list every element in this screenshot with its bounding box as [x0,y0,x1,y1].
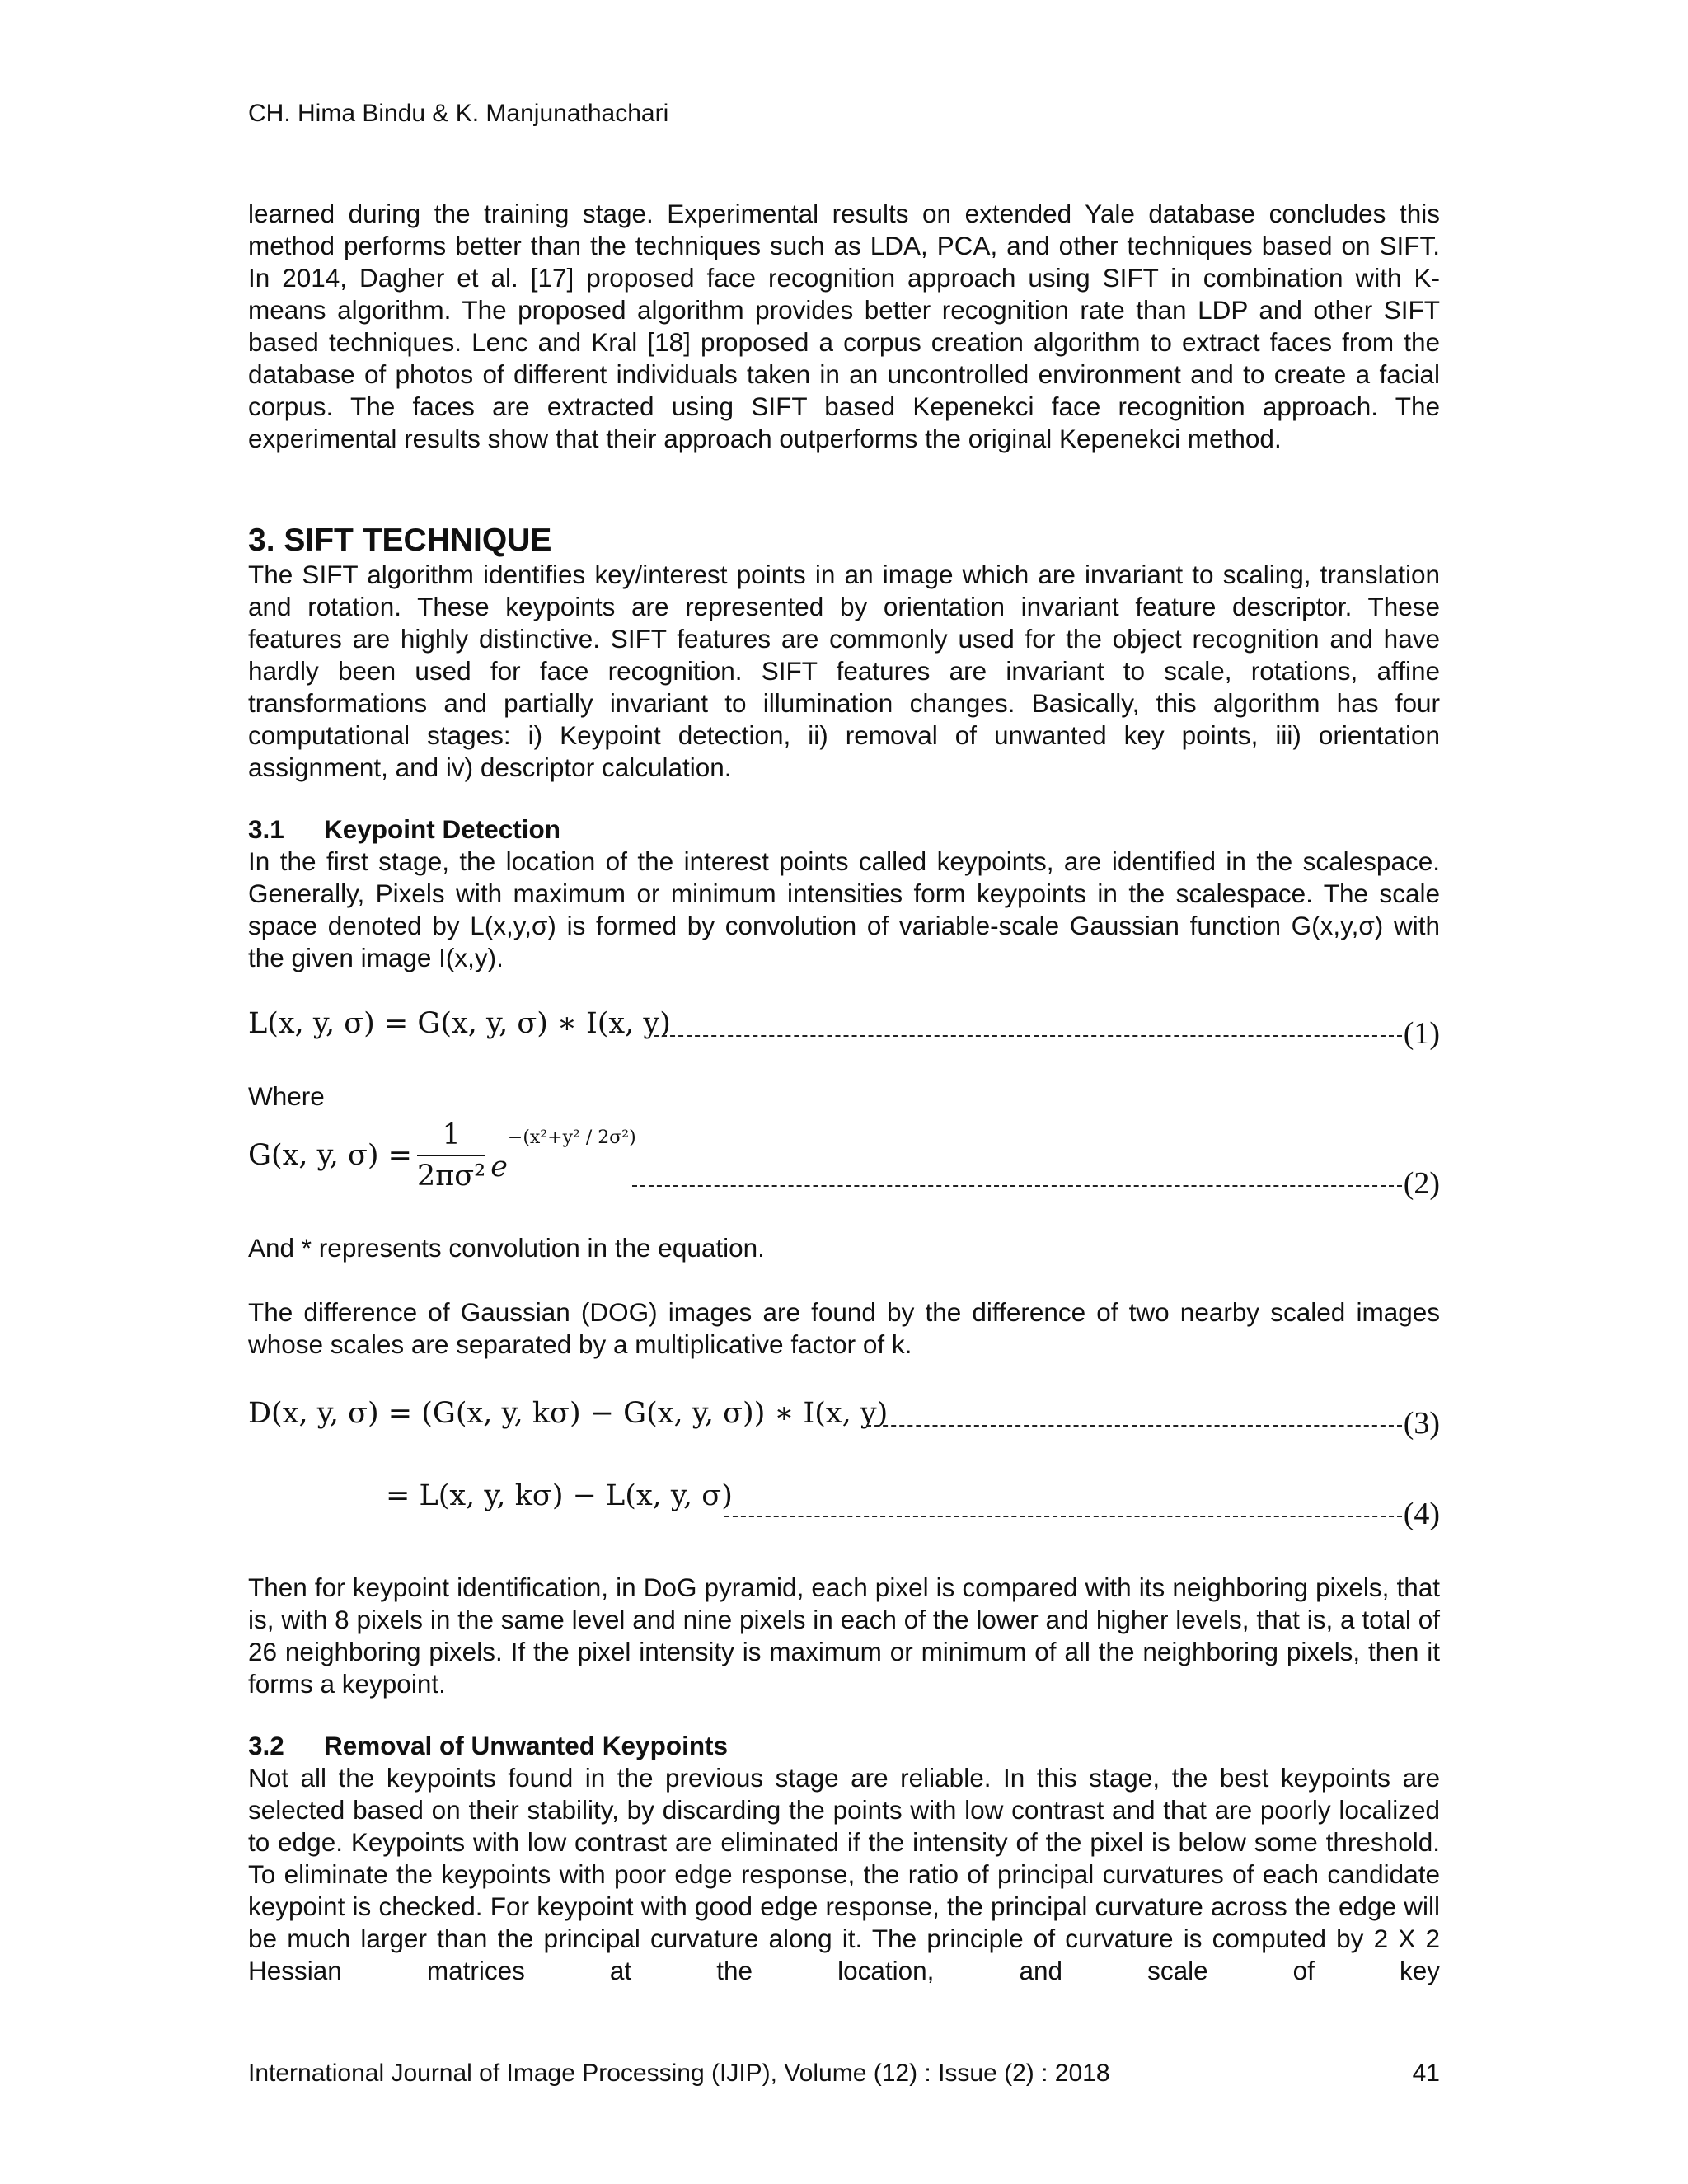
section-3-1 [248,813,1440,974]
dog-paragraph-body: The difference of Gaussian (DOG) images are found by the difference of two nearby scaled images whose scales are separated by a multiplicative factor of k. [248,1297,1440,1359]
section-3-2 [248,1730,1440,1987]
section-3-body: The SIFT algorithm identifies key/interest points in an image which are invariant to scaling, translation and rotation. These keypoints are represented by orientation invariant feature descriptor. These features are highly distinctive. SIFT features are commonly used for the object recognition and have hardly been used for face recognition. SIFT features are invariant to scale, rotations, affine transformations and partially invariant to illumination changes. Basically, this algorithm has four computational stages: i) Keypoint detection, ii) removal of unwanted key points, iii) orientation assignment, and iv) descriptor calculation. [248,560,1440,782]
equation-4-leader [724,1516,1402,1517]
subsection-title: Removal of Unwanted Keypoints [324,1731,729,1760]
subsection-number: 3.2 [248,1731,284,1760]
equation-4-expression: = L(x, y, kσ) − L(x, y, σ) [386,1479,733,1512]
equation-1-leader [654,1035,1402,1037]
where-label: Where [248,1081,325,1111]
equation-2-exponent: −(x²+y² / 2σ²) [507,1127,636,1148]
intro-paragraph-body: learned during the training stage. Experimental results on extended Yale database concludes this method performs better than the techniques such as LDA, PCA, and other techniques based on SIFT. In 2014, Dagher et al. [17] proposed face recognition approach using SIFT in combination with K-means algorithm. The proposed algorithm provides better recognition rate than LDP and other SIFT based techniques. Lenc and Kral [18] proposed a corpus creation algorithm to extract faces from the database of photos of different individuals taken in an uncontrolled environment and to create a facial corpus. The faces are extracted using SIFT based Kepenekci face recognition approach. The experimental results show that their approach outperforms the original Kepenekci method. [248,199,1440,453]
equation-1 [248,1007,1440,1057]
equation-2-numerator: 1 [417,1118,485,1156]
equation-3 [248,1397,1440,1446]
keypoint-id-paragraph-body: Then for keypoint identification, in DoG pyramid, each pixel is compared with its neighboring pixels, that is, with 8 pixels in the same level and nine pixels in each of the lower and higher levels, that is, a total of 26 neighboring pixels. If the pixel intensity is maximum or minimum of all the neighboring pixels, then it forms a keypoint. [248,1572,1440,1699]
subsection-heading [248,813,1440,846]
equation-1-number: (1) [1403,1016,1440,1051]
equation-2-leader [632,1185,1402,1187]
section-3-2-body: Not all the keypoints found in the previous stage are reliable. In this stage, the best keypoints are selected based on their stability, by discarding the points with low contrast and that are poorly localized to edge. Keypoints with low contrast are eliminated if the intensity of the pixel is below some threshold. To eliminate the keypoints with poor edge response, the ratio of principal curvatures of each candidate keypoint is checked. For keypoint with good edge response, the principal curvature across the edge will be much larger than the principal curvature along it. The principle of curvature is computed by 2 X 2 Hessian matrices at the location, and scale of key [248,1763,1440,1985]
running-header-authors: CH. Hima Bindu & K. Manjunathachari [248,100,669,127]
footer-journal: International Journal of Image Processing (IJIP), Volume (12) : Issue (2) : 2018 [248,2060,1110,2087]
page-footer [248,2057,1440,2090]
equation-2-fraction [417,1118,485,1193]
section-3-1-body: In the first stage, the location of the interest points called keypoints, are identified in the scalespace. Generally, Pixels with maximum or minimum intensities form keypoints in the scalespace. The scale space denoted by L(x,y,σ) is formed by convolution of variable-scale Gaussian function G(x,y,σ) with the given image I(x,y). [248,846,1440,972]
equation-2 [248,1114,1440,1205]
equation-2-expression [248,1114,636,1197]
section-3 [248,521,1440,784]
equation-3-leader [866,1425,1402,1427]
convolution-note: And * represents convolution in the equation. [248,1233,765,1263]
equation-3-number: (3) [1403,1406,1440,1441]
section-heading: 3. SIFT TECHNIQUE [248,523,552,558]
keypoint-id-paragraph [248,1572,1440,1700]
equation-4-number: (4) [1403,1497,1440,1531]
equation-2-lhs: G(x, y, σ) = [248,1139,412,1172]
equation-4 [248,1479,1440,1529]
page-number: 41 [1412,2060,1440,2087]
equation-1-expression: L(x, y, σ) = G(x, y, σ) ∗ I(x, y) [248,1007,671,1040]
subsection-heading [248,1730,1440,1762]
equation-2-denominator: 2πσ² [416,1160,486,1193]
equation-2-base: e [490,1151,508,1183]
equation-3-expression: D(x, y, σ) = (G(x, y, kσ) − G(x, y, σ)) ∗ I(x, y) [248,1397,889,1430]
equation-2-number: (2) [1403,1166,1440,1201]
subsection-number: 3.1 [248,814,284,844]
dog-paragraph [248,1296,1440,1361]
subsection-title: Keypoint Detection [324,814,561,844]
intro-paragraph [248,198,1440,455]
